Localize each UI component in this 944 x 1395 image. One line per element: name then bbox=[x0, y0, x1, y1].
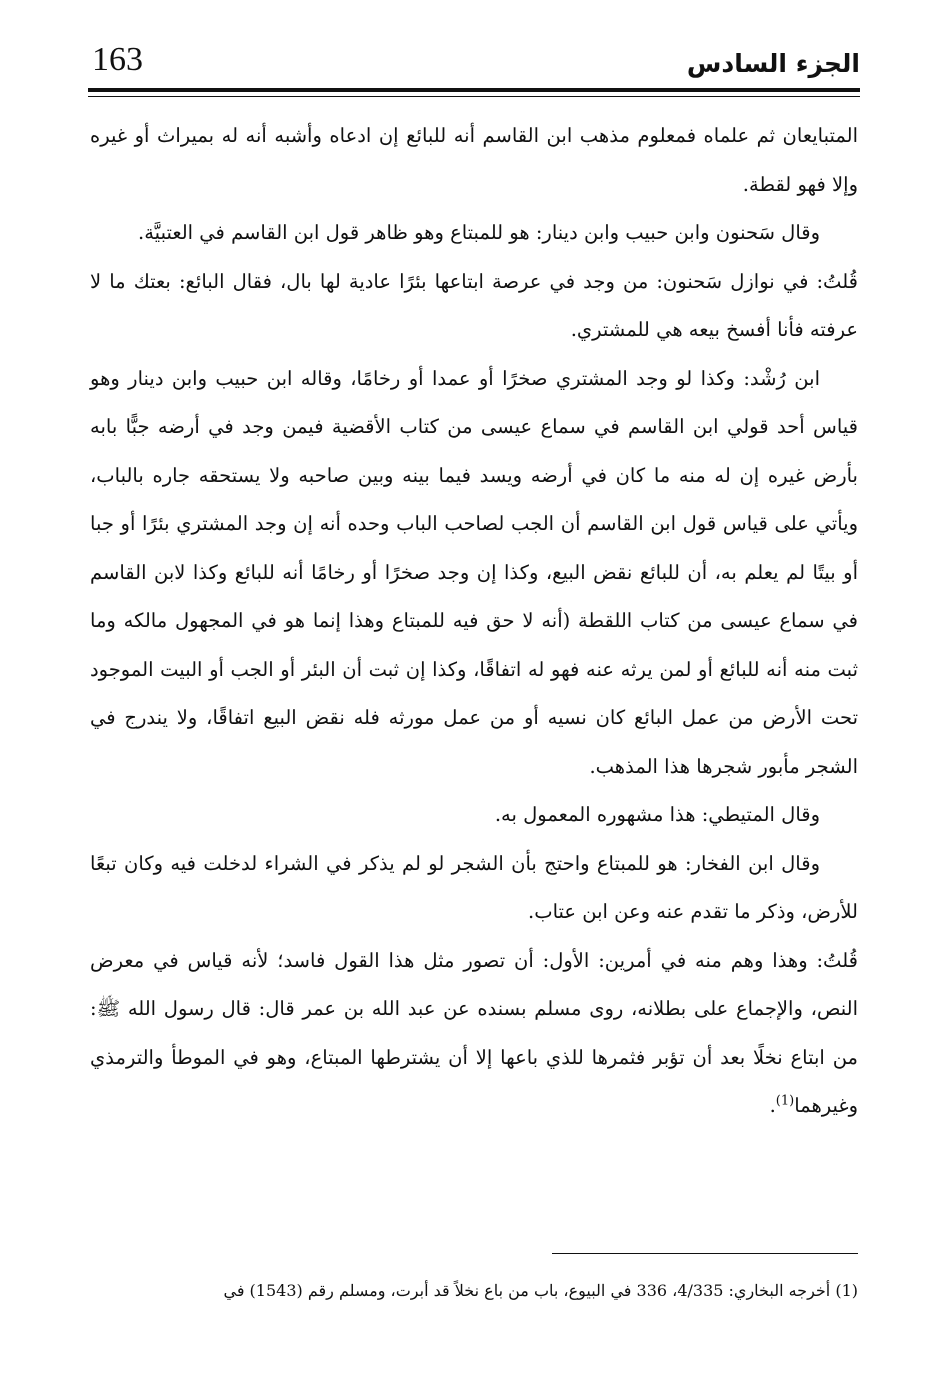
footnote-reference[interactable]: (1) bbox=[775, 1093, 795, 1109]
page-number: 163 bbox=[92, 41, 143, 78]
paragraph-2: وقال سَحنون وابن حبيب وابن دينار: هو للمبتاع وهو ظاهر قول ابن القاسم في العتبيَّة. bbox=[138, 221, 820, 244]
paragraph-5: وقال المتيطي: هذا مشهوره المعمول به. bbox=[494, 803, 820, 826]
paragraph-1: المتبايعان ثم علماه فمعلوم مذهب ابن القاسم أنه للبائع إن ادعاه وأشبه أنه له بميراث أو غيره وإلا فهو لقطة. bbox=[90, 124, 858, 196]
paragraph-6: وقال ابن الفخار: هو للمبتاع واحتج بأن الشجر لو لم يذكر في الشراء لدخلت فيه وكان تبعًا للأرض، وذكر ما تقدم عنه وعن ابن عتاب. bbox=[90, 851, 858, 923]
paragraph-4: ابن رُشْد: وكذا لو وجد المشتري صخرًا أو عمدا أو رخامًا، وقاله ابن حبيب وابن دينار وهو قياس أحد قولي ابن القاسم في سماع عيسى من كتاب الأقضية فيمن وجد في أرضه جبًّا بابه بأرض غيره إن له منه ما كان في أرضه ويسد فيما بينه وبين صاحبه ولا يستحقه جاره بالباب، ويأتي على قياس قول ابن القاسم أن الجب لصاحب الباب وحده أنه إن وجد المشتري بئرًا أو جبا أو بيتًا لم يعلم به، أن للبائع نقض البيع، وكذا إن وجد صخرًا أو رخامًا أنه للبائع وكذا لابن القاسم في سماع عيسى من كتاب اللقطة (أنه لا حق فيه للمبتاع وهذا إنما هو في المجهول مالكه وما ثبت منه أنه للبائع أو لمن يرثه عنه فهو له اتفاقًا، وكذا إن ثبت أن البئر أو الجب أو البيت الموجود تحت الأرض من عمل البائع كان نسيه أو من عمل مورثه فله نقض البيع اتفاقًا، ولا يندرج في الشجر مأبور شجرها هذا المذهب. bbox=[90, 366, 858, 778]
paragraph-7-text: قُلتُ: وهذا وهم منه في أمرين: الأول: أن تصور مثل هذا القول فاسد؛ لأنه قياس في معرض النص، والإجماع على بطلانه، روى مسلم بسنده عن عبد الله بن عمر قال: قال رسول الله ﷺ: من ابتاع نخلًا بعد أن تؤبر فثمرها للذي باعها إلا أن يشترطها المبتاع، وهو في الموطأ والترمذي وغيرهما bbox=[90, 948, 858, 1117]
main-text bbox=[90, 112, 858, 1131]
paragraph-7 bbox=[90, 937, 858, 1131]
footnote-1: (1) أخرجه البخاري: 4/335، 336 في البيوع، باب من باع نخلاً قد أبرت، ومسلم رقم (1543) في bbox=[223, 1281, 858, 1300]
header-rule-thin bbox=[88, 96, 860, 97]
footnote-separator bbox=[552, 1253, 858, 1254]
running-title: الجزء السادس bbox=[686, 49, 860, 78]
header-rule-thick bbox=[88, 88, 860, 92]
paragraph-3: قُلتُ: في نوازل سَحنون: من وجد في عرصة ابتاعها بئرًا عادية لها بال، فقال البائع: بعتك ما لا عرفته فأنا أفسخ بيعه هي للمشتري. bbox=[90, 269, 858, 341]
paragraph-7-end: . bbox=[769, 1094, 776, 1117]
page-header bbox=[90, 40, 860, 90]
